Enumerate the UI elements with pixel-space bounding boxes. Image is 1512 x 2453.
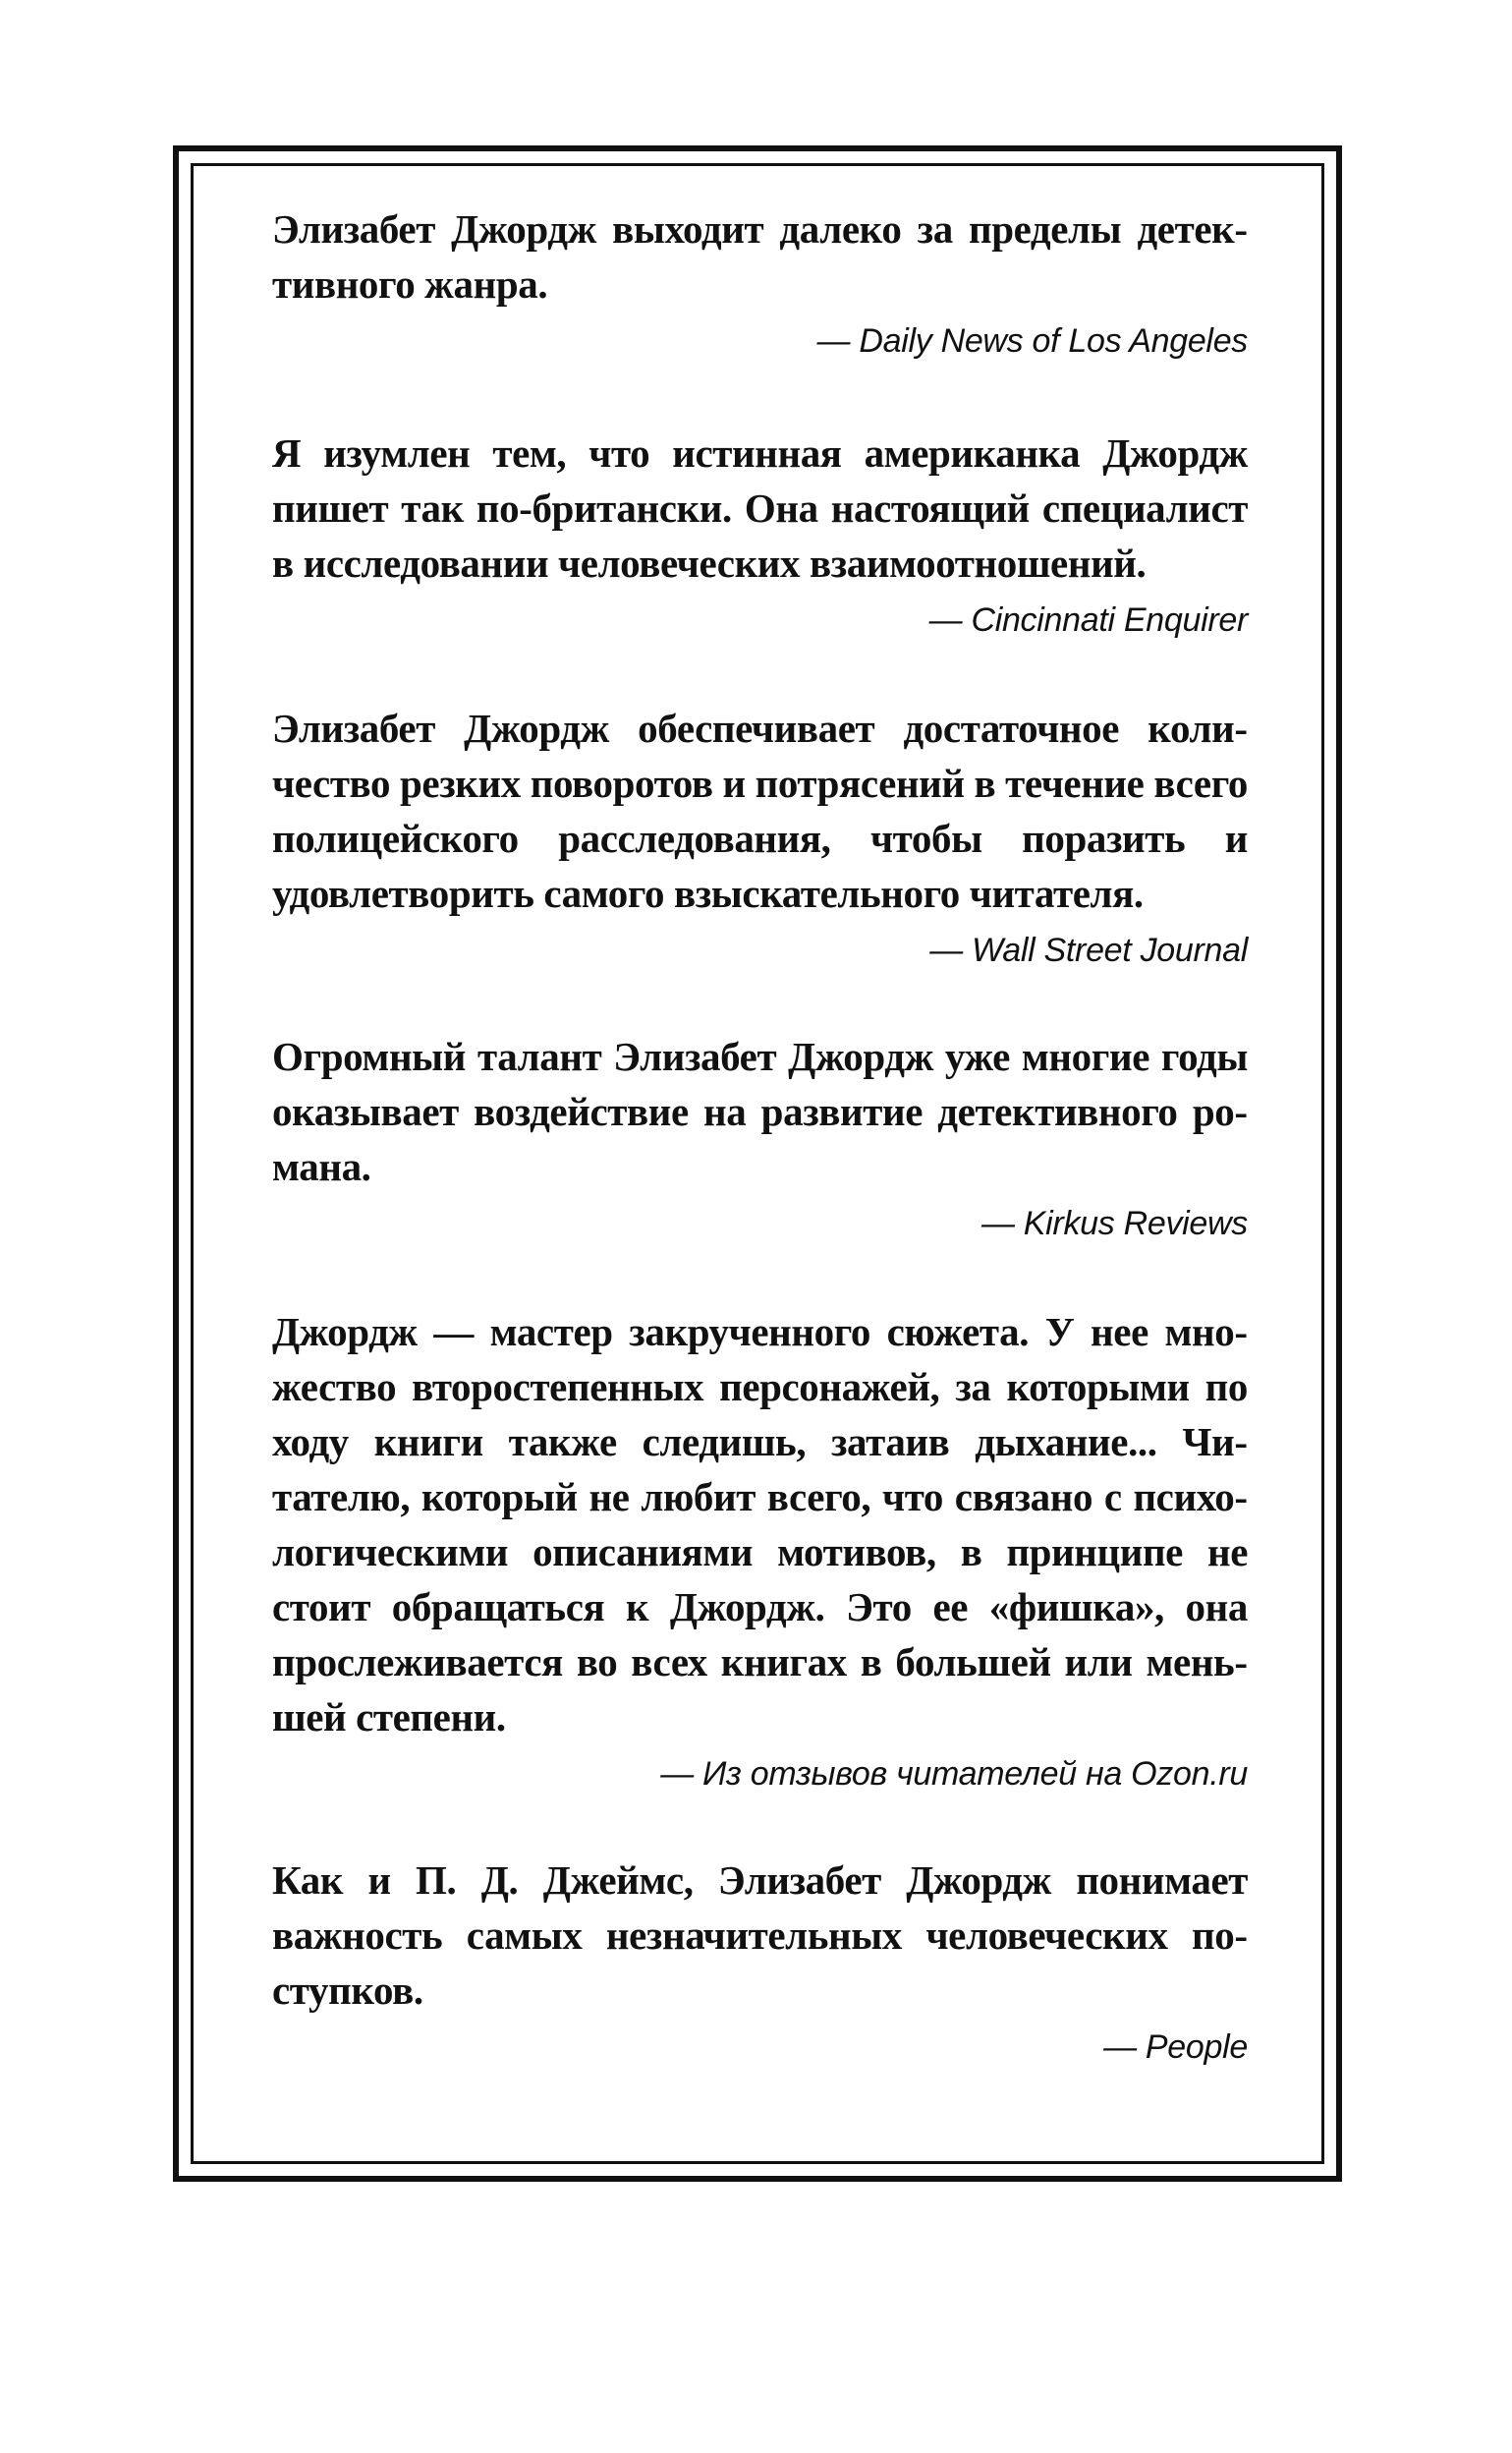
review-quote: Джордж — мастер закрученного сюжета. У нее множество второстепенных персонажей, за которыми по ходу книги также следишь, затаив дыхание... Читателю, который не любит всего, что связано с психологическими описаниями мотивов, в принципе не стоит обращаться к Джордж. Это ее «фишка», она прослеживается во всех книгах в большей или меньшей степени. [272,1309,1248,1740]
review-quote: Огромный талант Элизабет Джордж уже многие годы оказывает воздействие на развитие детективного романа. [272,1034,1248,1189]
review-item [272,1853,1248,2069]
review-source: — Cincinnati Enquirer [928,601,1248,639]
review-quote: Элизабет Джордж выходит далеко за пределы детективного жанра. [272,206,1248,307]
review-source: — Wall Street Journal [929,932,1248,969]
review-item [272,1029,1248,1245]
review-source: — People [1103,2028,1248,2066]
review-quote: Как и П. Д. Джеймс, Элизабет Джордж понимает важность самых незначительных человеческих поступков. [272,1857,1248,2013]
review-source: — Из отзывов читателей на Ozon.ru [660,1755,1248,1793]
review-item [272,426,1248,642]
review-quote: Я изумлен тем, что истинная американка Джордж пишет так по-британски. Она настоящий специалист в исследовании человеческих взаимоотношений. [272,430,1248,586]
review-item [272,1304,1248,1796]
review-source: — Kirkus Reviews [980,1205,1248,1242]
review-item [272,701,1248,972]
review-source: — Daily News of Los Angeles [816,322,1248,360]
review-quote: Элизабет Джордж обеспечивает достаточное количество резких поворотов и потрясений в течение всего полицейского расследования, чтобы поразить и удовлетворить самого взыскательного читателя. [272,706,1248,916]
review-item [272,201,1248,363]
reviews-list [272,201,1248,2069]
